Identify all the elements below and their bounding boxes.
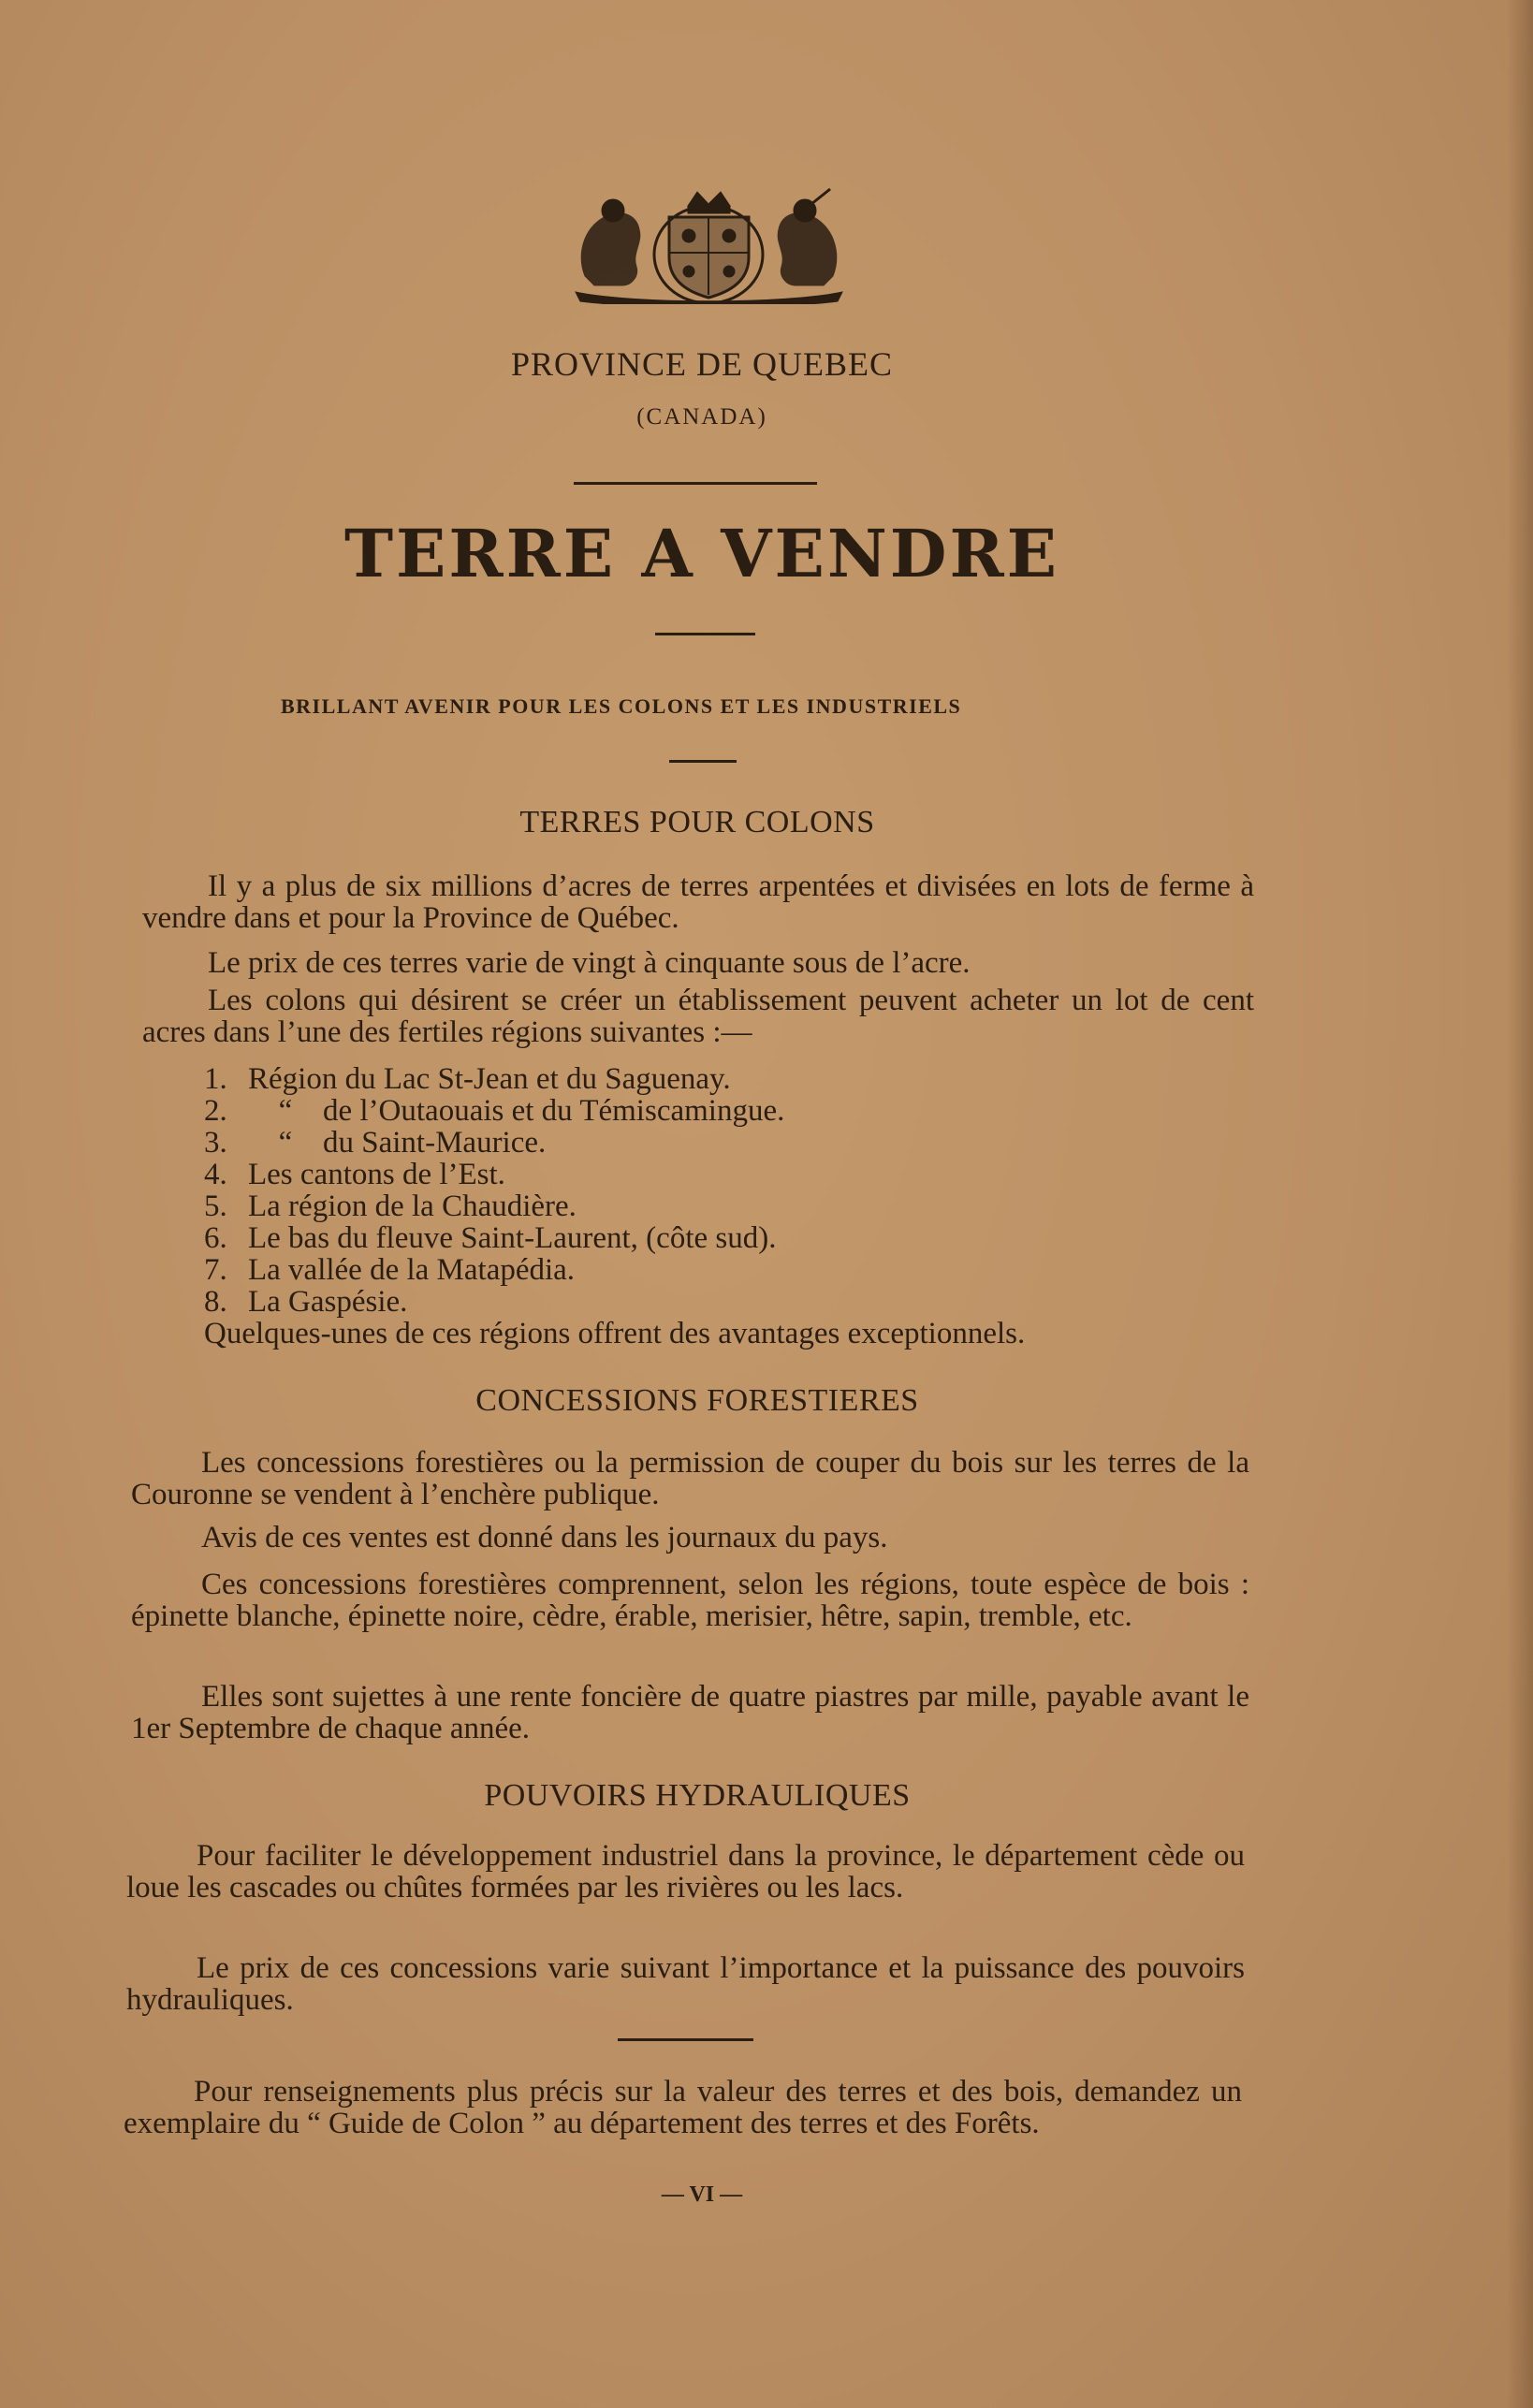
paragraph-colons-3: Les colons qui désirent se créer un établissement peuvent acheter un lot de cent acres dans l’une des fertiles régions suivantes :— [142,984,1254,1049]
paragraph-colons-1: Il y a plus de six millions d’acres de terres arpentées et divisées en lots de ferme à vendre dans et pour la Province de Québec. [142,869,1254,935]
list-text: Les cantons de l’Est. [248,1158,505,1191]
paragraph-forests-3: Ces concessions forestières comprennent, selon les régions, toute espèce de bois : épinette blanche, épinette noire, cèdre, érable, merisier, hêtre, sapin, tremble, etc. [131,1568,1249,1633]
section-heading-colons: TERRES POUR COLONS [519,805,875,839]
list-number: 6. [204,1221,227,1255]
list-item [204,1063,731,1095]
paragraph-hydro-2: Le prix de ces concessions varie suivant l’importance et la puissance des pouvoirs hydrauliques. [126,1951,1245,2017]
list-number: 8. [204,1285,227,1319]
list-text: La vallée de la Matapédia. [248,1253,576,1287]
ditto-mark: “ [278,1126,293,1160]
section-heading-forests: CONCESSIONS FORESTIERES [475,1383,919,1418]
list-text: La région de la Chaudière. [248,1189,577,1223]
divider [574,482,817,485]
list-text: Région du Lac St-Jean et du Saguenay. [248,1062,731,1096]
list-number: 1. [204,1062,227,1096]
paragraph-colons-4: Quelques-unes de ces régions offrent des avantages exceptionnels. [204,1317,1026,1350]
list-text: Le bas du fleuve Saint-Laurent, (côte sud). [248,1221,777,1255]
list-number: 2. [204,1094,227,1128]
list-item [204,1159,505,1190]
list-number: 4. [204,1158,227,1191]
section-heading-hydro: POUVOIRS HYDRAULIQUES [484,1778,911,1813]
province-heading: PROVINCE DE QUEBEC [510,345,893,383]
list-text: du Saint-Maurice. [323,1126,547,1160]
subtitle: BRILLANT AVENIR POUR LES COLONS ET LES INDUSTRIELS [281,694,962,718]
list-item [204,1222,776,1254]
divider [618,2038,753,2041]
page-title: TERRE A VENDRE [343,515,1060,592]
paragraph-forests-4: Elles sont sujettes à une rente foncière de quatre piastres par mille, payable avant le 1er Septembre de chaque année. [131,1680,1249,1745]
page-edge [1507,0,1533,2408]
paragraph-colons-2: Le prix de ces terres varie de vingt à cinquante sous de l’acre. [208,946,971,980]
paragraph-forests-2: Avis de ces ventes est donné dans les journaux du pays. [201,1521,888,1554]
list-number: 5. [204,1189,227,1223]
coat-of-arms-icon [557,187,861,304]
list-text: de l’Outaouais et du Témiscamingue. [323,1094,785,1128]
country-subheading: (CANADA) [636,404,767,430]
divider [669,760,737,763]
paragraph-forests-1: Les concessions forestières ou la permission de couper du bois sur les terres de la Couronne se vendent à l’enchère publique. [131,1446,1249,1511]
paragraph-hydro-1: Pour faciliter le développement industriel dans la province, le département cède ou loue les cascades ou chûtes formées par les rivières ou les lacs. [126,1839,1245,1905]
list-number: 3. [204,1126,227,1160]
divider [655,633,755,635]
list-item [204,1190,577,1222]
ditto-mark: “ [278,1094,293,1128]
list-item [204,1254,575,1286]
list-text: La Gaspésie. [248,1285,408,1319]
page-number: — VI — [661,2182,743,2207]
footer-note: Pour renseignements plus précis sur la valeur des terres et des bois, demandez un exemplaire du “ Guide de Colon ” au département des terres et des Forêts. [124,2075,1242,2140]
list-item [204,1095,784,1127]
list-number: 7. [204,1253,227,1287]
list-item [204,1127,546,1159]
list-item [204,1286,407,1318]
